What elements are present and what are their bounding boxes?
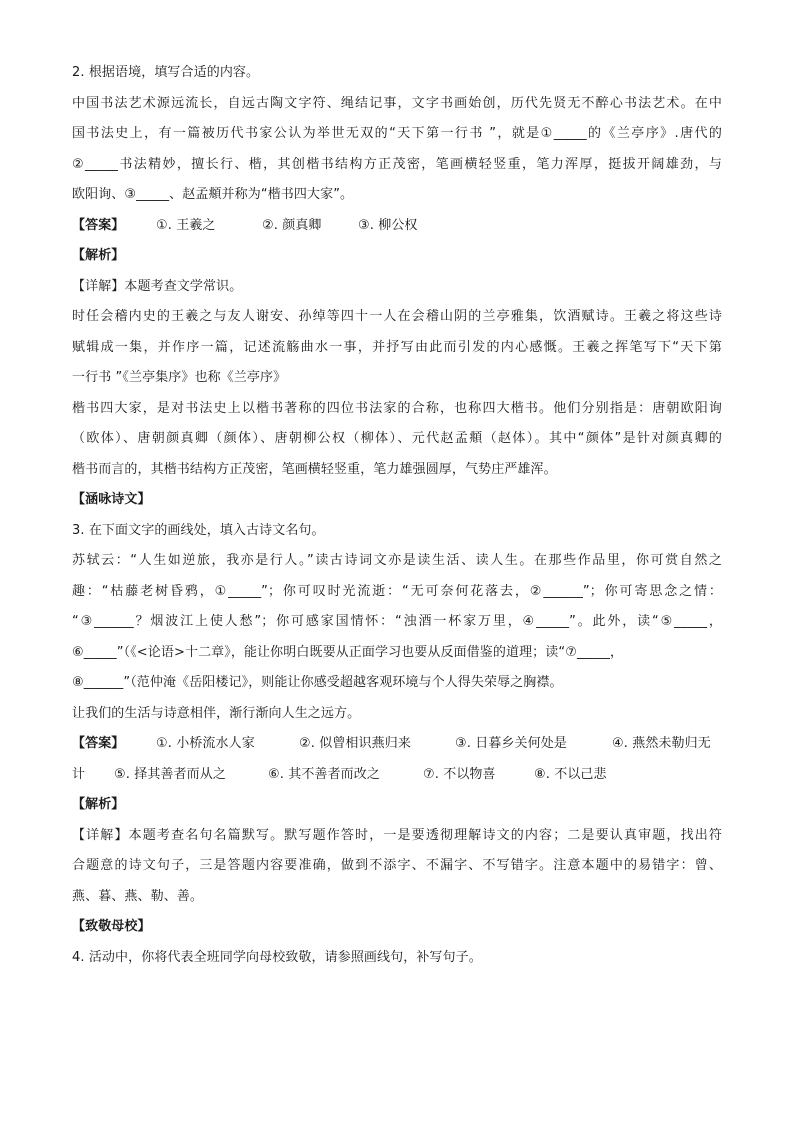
answer-item: ⑧. 不以己悲	[534, 766, 607, 782]
answer-item: ③. 柳公权	[358, 217, 418, 233]
answer-label: 【答案】	[72, 217, 125, 233]
answer-item: ③. 日暮乡关何处是	[455, 736, 567, 751]
answer-item: 计	[72, 766, 86, 782]
q2-detail-line-1: 【详解】本题考查文学常识。	[72, 278, 243, 294]
answer-item: ②. 颜真卿	[262, 217, 322, 233]
q2-para-line-1: 中国书法艺术源远流长，自远古陶文字符、绳结记事，文字书画始创，历代先贤无不醉心书法艺术。在中	[72, 95, 722, 111]
answer-item: ⑥. 其不善者而改之	[268, 766, 380, 782]
answer-item: ①. 小桥流水人家	[156, 736, 255, 751]
q3-title: 3. 在下面文字的画线处，填入古诗文名句。	[72, 522, 325, 538]
q2-detail-line-7: 楷书而言的，其楷书结构方正茂密，笔画横轻竖重，笔力雄强圆厚，气势庄严雄浑。	[72, 461, 557, 477]
q3-detail-line-3: 燕、暮、燕、勒、善。	[72, 888, 204, 904]
answer-item: ⑤. 择其善者而从之	[114, 766, 226, 782]
answer-item: ④. 燕然未勒归无	[612, 736, 711, 751]
q3-para-line-3: “③______？烟波江上使人愁”；你可感家国情怀：“浊酒一杯家万里，④_____”。此外，读“⑤_____，	[72, 614, 722, 629]
answer-item: ⑦. 不以物喜	[423, 766, 496, 782]
answer-item: ②. 似曾相识燕归来	[299, 736, 411, 751]
q3-answer-row-2	[72, 760, 722, 791]
q2-title: 2. 根据语境，填写合适的内容。	[72, 65, 260, 80]
q3-answer-row-1	[72, 729, 722, 760]
document-page	[72, 58, 722, 973]
q3-para-line-2: 趣：“枯藤老树昏鸦，①_____”；你可叹时光流逝：“无可奈何花落去，②______”；你可寄思念之情：	[72, 583, 722, 599]
q2-detail-line-6: （欧体）、唐朝颜真卿（颜体）、唐朝柳公权（柳体）、元代赵孟頫（赵体）。其中“颜体”是针对颜真卿的	[72, 431, 722, 446]
q2-detail-line-3: 赋辑成一集，并作序一篇，记述流觞曲水一事，并抒写由此而引发的内心感慨。王羲之挥笔写下“天下第	[72, 339, 722, 355]
analysis-label: 【解析】	[72, 248, 125, 263]
q2-detail-line-2: 时任会稽内史的王羲之与友人谢安、孙绰等四十一人在会稽山阴的兰亭雅集，饮酒赋诗。王羲之将这些诗	[72, 309, 722, 324]
section-heading-poetry: 【涵咏诗文】	[72, 492, 151, 507]
answer-label: 【答案】	[72, 736, 125, 751]
q3-detail-line-1: 【详解】本题考查名句名篇默写。默写题作答时，一是要透彻理解诗文的内容；二是要认真审题，找出符	[72, 827, 722, 843]
q2-para-line-4: 欧阳询、③_____、赵孟頫并称为“楷书四大家”。	[72, 187, 354, 202]
q2-para-line-3: ②_____书法精妙，擅长行、楷，其创楷书结构方正茂密，笔画横轻竖重，笔力浑厚，挺拔开阔雄劲，与	[72, 156, 722, 172]
q2-para-line-2: 国书法史上，有一篇被历代书家公认为举世无双的“天下第一行书 ”，就是①_____的《兰亭序》.唐代的	[72, 126, 722, 141]
q2-detail-line-4: 一行书 ”《兰亭集序》也称《兰亭序》	[72, 370, 287, 385]
q3-para-line-6: 让我们的生活与诗意相伴，渐行渐向人生之远方。	[72, 705, 361, 721]
section-heading-school: 【致敬母校】	[72, 919, 151, 934]
q3-detail-line-2: 合题意的诗文句子，三是答题内容要准确，做到不添字、不漏字、不写错字。注意本题中的易错字：曾、	[72, 858, 722, 873]
answer-item: ①. 王羲之	[156, 217, 216, 233]
q3-para-line-5: ⑧______”（范仲淹《岳阳楼记》，则能让你感受超越客观环境与个人得失荣辱之胸襟。	[72, 675, 563, 690]
q3-para-line-1: 苏轼云：“人生如逆旅，我亦是行人。”读古诗词文亦是读生活、读人生。在那些作品里，你可赏自然之	[72, 553, 722, 568]
q3-para-line-4: ⑥_____”（《<论语>十二章》，能让你明白既要从正面学习也要从反面借鉴的道理；读“⑦_____，	[72, 644, 624, 660]
q4-title: 4. 活动中，你将代表全班同学向母校致敬，请参照画线句，补写句子。	[72, 949, 482, 965]
q2-detail-line-5: 楷书四大家，是对书法史上以楷书著称的四位书法家的合称，也称四大楷书。他们分别指是：唐朝欧阳询	[72, 400, 722, 416]
analysis-label: 【解析】	[72, 797, 125, 812]
q2-answer-row	[72, 211, 722, 242]
